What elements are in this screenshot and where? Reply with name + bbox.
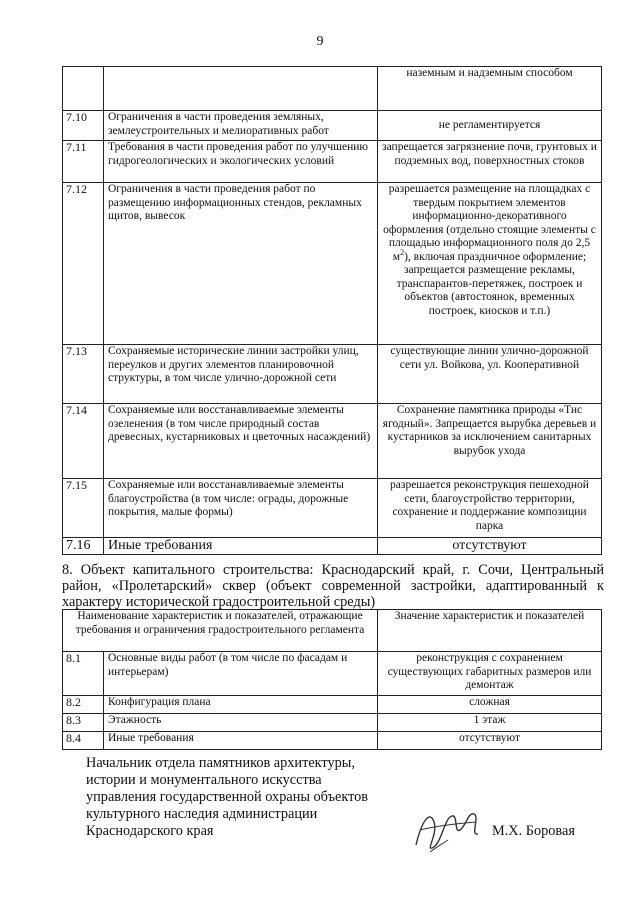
row-value: Сохранение памятника природы «Тис ягодный». Запрещается вырубка деревьев и кустарников за исключением санитарных вырубок ухода xyxy=(378,404,602,479)
object-paragraph: 8. Объект капитального строительства: Краснодарский край, г. Сочи, Центральный район, «Пролетарский» сквер (объект современной застройки, адаптированный к характеру исторической градостроительной среды) xyxy=(62,562,604,610)
table-row xyxy=(63,479,602,538)
row-value-part: разрешается размещение на площадках с твердым покрытием элементов информационно-декоративного оформления (отдельно стоящие элементы с площадью информационного поля до 2,5 м xyxy=(383,183,596,263)
table-row xyxy=(63,67,602,111)
row-value: реконструкция с сохранением существующих габаритных размеров или демонтаж xyxy=(378,652,602,696)
table-row xyxy=(63,652,602,696)
row-value: сложная xyxy=(378,696,602,714)
table-row xyxy=(63,183,602,345)
handwritten-signature xyxy=(408,800,488,860)
row-number: 7.10 xyxy=(63,111,104,141)
row-name: Сохраняемые исторические линии застройки улиц, переулков и других элементов планировочной структуры, в том числе улично-дорожной сети xyxy=(104,345,378,404)
row-value: разрешается реконструкция пешеходной сети, благоустройство территории, сохранение и поддержание композиции парка xyxy=(378,479,602,538)
row-name: Этажность xyxy=(104,714,378,732)
table-header-row xyxy=(63,610,602,652)
row-value: существующие линии улично-дорожной сети ул. Войкова, ул. Кооперативной xyxy=(378,345,602,404)
requirements-table xyxy=(62,66,602,555)
row-name: Конфигурация плана xyxy=(104,696,378,714)
row-value: отсутствуют xyxy=(378,538,602,555)
row-number: 7.16 xyxy=(63,538,104,555)
row-number: 8.1 xyxy=(63,652,104,696)
signatory-name: М.Х. Боровая xyxy=(492,823,575,839)
table-row xyxy=(63,141,602,183)
table-row xyxy=(63,404,602,479)
row-name: Ограничения в части проведения работ по размещению информационных стендов, рекламных щитов, вывесок xyxy=(104,183,378,345)
row-number: 8.4 xyxy=(63,732,104,750)
row-value: не регламентируется xyxy=(378,111,602,141)
table-row xyxy=(63,696,602,714)
table-row xyxy=(63,538,602,555)
table-row xyxy=(63,732,602,750)
row-number: 7.11 xyxy=(63,141,104,183)
table-row xyxy=(63,714,602,732)
row-number: 7.13 xyxy=(63,345,104,404)
row-name: Сохраняемые или восстанавливаемые элементы благоустройства (в том числе: ограды, дорожные покрытия, малые формы) xyxy=(104,479,378,538)
table-row xyxy=(63,345,602,404)
row-name: Требования в части проведения работ по улучшению гидрогеологических и экологических условий xyxy=(104,141,378,183)
row-number: 7.14 xyxy=(63,404,104,479)
row-name: Основные виды работ (в том числе по фасадам и интерьерам) xyxy=(104,652,378,696)
page-number: 9 xyxy=(316,34,324,49)
table-cell: наземным и надземным способом xyxy=(378,67,602,111)
row-name: Иные требования xyxy=(104,732,378,750)
superscript: 2 xyxy=(400,247,405,257)
row-value-part: ), включая праздничное оформление; запрещается размещение рекламы, транспарантов-перетяжек, построек и объектов (автостоянок, временных построек, киосков и т.п.) xyxy=(396,250,587,317)
row-value: 1 этаж xyxy=(378,714,602,732)
row-value xyxy=(378,183,602,345)
row-number: 7.12 xyxy=(63,183,104,345)
row-number: 8.3 xyxy=(63,714,104,732)
row-name: Сохраняемые или восстанавливаемые элементы озеленения (в том числе природный состав древесных, кустарниковых и цветочных насаждений) xyxy=(104,404,378,479)
row-number: 7.15 xyxy=(63,479,104,538)
row-name: Ограничения в части проведения земляных, землеустроительных и мелиоративных работ xyxy=(104,111,378,141)
signatory-position: Начальник отдела памятников архитектуры, истории и монументального искусства управления государственной охраны объектов культурного наследия администрации Краснодарского края xyxy=(86,755,369,839)
row-name: Иные требования xyxy=(104,538,378,555)
row-value: отсутствуют xyxy=(378,732,602,750)
table-row xyxy=(63,111,602,141)
header-value: Значение характеристик и показателей xyxy=(378,610,602,652)
header-name: Наименование характеристик и показателей, отражающие требования и ограничения градостроительного регламента xyxy=(63,610,378,652)
row-number: 8.2 xyxy=(63,696,104,714)
object-table xyxy=(62,609,602,750)
row-value: запрещается загрязнение почв, грунтовых и подземных вод, поверхностных стоков xyxy=(378,141,602,183)
